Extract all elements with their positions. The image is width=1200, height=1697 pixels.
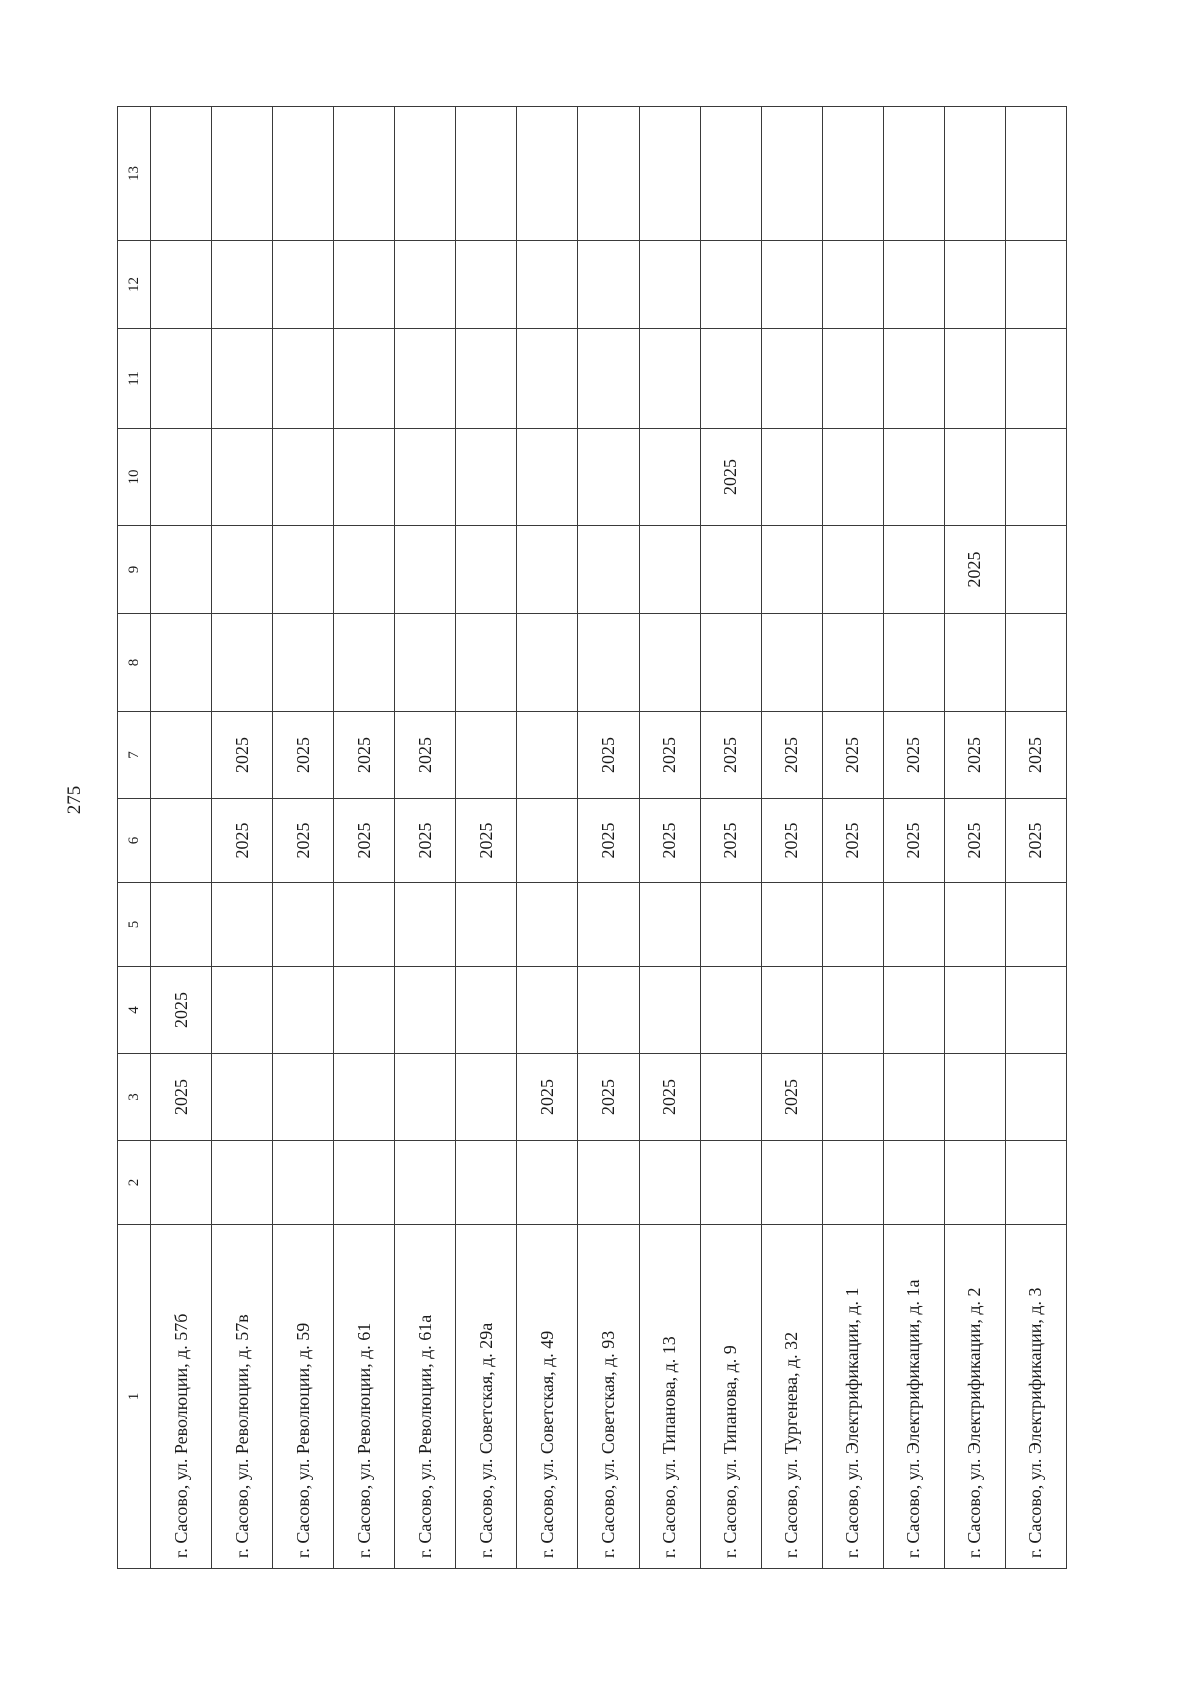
year-cell [395,329,456,429]
year-cell: 2025 [1005,799,1066,883]
year-cell [944,329,1005,429]
year-cell [334,526,395,614]
year-cell [1005,526,1066,614]
year-cell [700,329,761,429]
column-header-10: 10 [118,429,151,526]
year-cell [822,329,883,429]
year-cell [395,241,456,329]
year-cell [944,967,1005,1054]
year-cell [151,799,212,883]
year-cell [944,1054,1005,1141]
year-cell [456,526,517,614]
year-cell [334,1141,395,1225]
column-header-11: 11 [118,329,151,429]
year-cell [273,241,334,329]
year-cell [151,1141,212,1225]
year-cell [822,526,883,614]
year-cell: 2025 [761,1054,822,1141]
year-cell [944,429,1005,526]
year-cell: 2025 [1005,712,1066,799]
page-number: 275 [64,785,85,815]
year-cell [151,883,212,967]
table-row [395,107,456,1569]
year-cell [334,241,395,329]
year-cell [456,712,517,799]
year-cell: 2025 [578,712,639,799]
year-cell [212,241,273,329]
table-row [639,107,700,1569]
year-cell [212,429,273,526]
year-cell [578,1141,639,1225]
address-cell: г. Сасово, ул. Электрификации, д. 3 [1005,1225,1066,1569]
year-cell [1005,614,1066,712]
year-cell [517,429,578,526]
year-cell [395,1141,456,1225]
year-cell: 2025 [761,712,822,799]
year-cell [761,614,822,712]
year-cell [334,1054,395,1141]
year-cell: 2025 [761,799,822,883]
year-cell [883,967,944,1054]
year-cell [578,107,639,241]
address-cell: г. Сасово, ул. Революции, д. 61 [334,1225,395,1569]
year-cell [578,429,639,526]
year-cell: 2025 [639,1054,700,1141]
year-cell: 2025 [700,429,761,526]
address-cell: г. Сасово, ул. Электрификации, д. 1 [822,1225,883,1569]
year-cell [395,614,456,712]
year-cell: 2025 [944,526,1005,614]
year-cell [883,1054,944,1141]
year-cell [395,1054,456,1141]
year-cell [212,967,273,1054]
year-cell [456,967,517,1054]
year-cell [761,526,822,614]
year-cell [639,107,700,241]
year-cell [456,241,517,329]
column-header-4: 4 [118,967,151,1054]
year-cell: 2025 [578,1054,639,1141]
year-cell [944,1141,1005,1225]
year-cell: 2025 [212,799,273,883]
year-cell: 2025 [822,712,883,799]
year-cell: 2025 [334,712,395,799]
year-cell [883,107,944,241]
year-cell: 2025 [883,712,944,799]
year-cell: 2025 [334,799,395,883]
year-cell [761,967,822,1054]
column-header-9: 9 [118,526,151,614]
year-cell [517,241,578,329]
year-cell: 2025 [639,712,700,799]
year-cell [456,1054,517,1141]
year-cell [822,1054,883,1141]
table-row [761,107,822,1569]
year-cell [639,967,700,1054]
year-cell [456,107,517,241]
table-row [456,107,517,1569]
year-cell [273,1054,334,1141]
column-header-7: 7 [118,712,151,799]
address-cell: г. Сасово, ул. Революции, д. 59 [273,1225,334,1569]
year-cell [578,329,639,429]
table-row [151,107,212,1569]
year-cell [151,712,212,799]
year-cell [456,614,517,712]
year-cell [151,241,212,329]
year-cell [151,429,212,526]
data-table [117,106,1067,1569]
year-cell [578,241,639,329]
year-cell [700,1141,761,1225]
table-container [117,107,1067,1569]
year-cell [639,241,700,329]
year-cell [578,883,639,967]
year-cell [639,329,700,429]
year-cell [273,883,334,967]
column-header-5: 5 [118,883,151,967]
year-cell [700,1054,761,1141]
year-cell [395,967,456,1054]
year-cell [883,241,944,329]
address-cell: г. Сасово, ул. Типанова, д. 9 [700,1225,761,1569]
year-cell [334,614,395,712]
year-cell [212,1054,273,1141]
table-row [517,107,578,1569]
year-cell [273,614,334,712]
year-cell [212,329,273,429]
year-cell [517,329,578,429]
year-cell [273,967,334,1054]
year-cell [944,241,1005,329]
year-cell [639,429,700,526]
year-cell: 2025 [700,799,761,883]
year-cell [822,614,883,712]
year-cell [578,614,639,712]
year-cell: 2025 [151,1054,212,1141]
year-cell [639,1141,700,1225]
year-cell: 2025 [395,799,456,883]
year-cell [1005,241,1066,329]
address-cell: г. Сасово, ул. Революции, д. 61а [395,1225,456,1569]
year-cell: 2025 [395,712,456,799]
year-cell [639,526,700,614]
year-cell [517,526,578,614]
year-cell [761,883,822,967]
column-header-13: 13 [118,107,151,241]
year-cell [212,107,273,241]
year-cell [395,526,456,614]
year-cell [517,107,578,241]
year-cell [700,526,761,614]
year-cell [1005,429,1066,526]
year-cell: 2025 [822,799,883,883]
year-cell [761,1141,822,1225]
year-cell [212,1141,273,1225]
year-cell [883,429,944,526]
table-row [273,107,334,1569]
year-cell [1005,883,1066,967]
year-cell [700,967,761,1054]
year-cell [151,329,212,429]
year-cell [639,883,700,967]
year-cell [1005,107,1066,241]
year-cell [212,526,273,614]
table-row [1005,107,1066,1569]
year-cell [456,329,517,429]
year-cell: 2025 [944,799,1005,883]
column-header-1: 1 [118,1225,151,1569]
year-cell [273,526,334,614]
year-cell: 2025 [273,712,334,799]
year-cell: 2025 [212,712,273,799]
year-cell [395,107,456,241]
year-cell [151,614,212,712]
year-cell [883,1141,944,1225]
table-row [212,107,273,1569]
year-cell [334,107,395,241]
year-cell: 2025 [700,712,761,799]
year-cell [700,241,761,329]
year-cell [456,883,517,967]
year-cell [822,883,883,967]
year-cell [700,107,761,241]
year-cell [944,614,1005,712]
address-cell: г. Сасово, ул. Революции, д. 57б [151,1225,212,1569]
year-cell [761,429,822,526]
year-cell [944,883,1005,967]
year-cell [1005,967,1066,1054]
table-row [944,107,1005,1569]
year-cell [273,329,334,429]
year-cell [761,107,822,241]
year-cell [334,329,395,429]
year-cell: 2025 [944,712,1005,799]
year-cell [517,799,578,883]
year-cell: 2025 [151,967,212,1054]
year-cell [883,883,944,967]
year-cell [822,967,883,1054]
year-cell [639,614,700,712]
year-cell [822,241,883,329]
column-header-6: 6 [118,799,151,883]
table-row [334,107,395,1569]
year-cell: 2025 [456,799,517,883]
address-cell: г. Сасово, ул. Советская, д. 93 [578,1225,639,1569]
address-cell: г. Сасово, ул. Электрификации, д. 1а [883,1225,944,1569]
year-cell [395,429,456,526]
year-cell: 2025 [639,799,700,883]
address-cell: г. Сасово, ул. Советская, д. 49 [517,1225,578,1569]
address-cell: г. Сасово, ул. Советская, д. 29а [456,1225,517,1569]
column-header-12: 12 [118,241,151,329]
year-cell [212,614,273,712]
year-cell [761,241,822,329]
column-header-8: 8 [118,614,151,712]
year-cell [700,883,761,967]
table-row [578,107,639,1569]
year-cell [395,883,456,967]
year-cell [334,429,395,526]
year-cell [517,614,578,712]
address-cell: г. Сасово, ул. Электрификации, д. 2 [944,1225,1005,1569]
year-cell [578,526,639,614]
address-cell: г. Сасово, ул. Тургенева, д. 32 [761,1225,822,1569]
year-cell [944,107,1005,241]
year-cell [517,1141,578,1225]
year-cell [517,883,578,967]
year-cell [334,967,395,1054]
year-cell [517,712,578,799]
year-cell [578,967,639,1054]
year-cell [883,526,944,614]
table-row [700,107,761,1569]
year-cell [1005,1054,1066,1141]
table-row [822,107,883,1569]
column-header-3: 3 [118,1054,151,1141]
address-cell: г. Сасово, ул. Революции, д. 57в [212,1225,273,1569]
year-cell [883,614,944,712]
year-cell [700,614,761,712]
year-cell [273,429,334,526]
year-cell: 2025 [578,799,639,883]
header-row [118,107,151,1569]
table-row [883,107,944,1569]
year-cell [883,329,944,429]
year-cell [822,107,883,241]
year-cell [456,1141,517,1225]
year-cell [517,967,578,1054]
year-cell: 2025 [273,799,334,883]
year-cell [1005,1141,1066,1225]
year-cell [151,526,212,614]
year-cell [456,429,517,526]
year-cell [334,883,395,967]
year-cell [151,107,212,241]
year-cell: 2025 [517,1054,578,1141]
year-cell [212,883,273,967]
column-header-2: 2 [118,1141,151,1225]
year-cell [822,429,883,526]
year-cell [761,329,822,429]
year-cell: 2025 [883,799,944,883]
address-cell: г. Сасово, ул. Типанова, д. 13 [639,1225,700,1569]
year-cell [273,107,334,241]
year-cell [273,1141,334,1225]
year-cell [822,1141,883,1225]
year-cell [1005,329,1066,429]
